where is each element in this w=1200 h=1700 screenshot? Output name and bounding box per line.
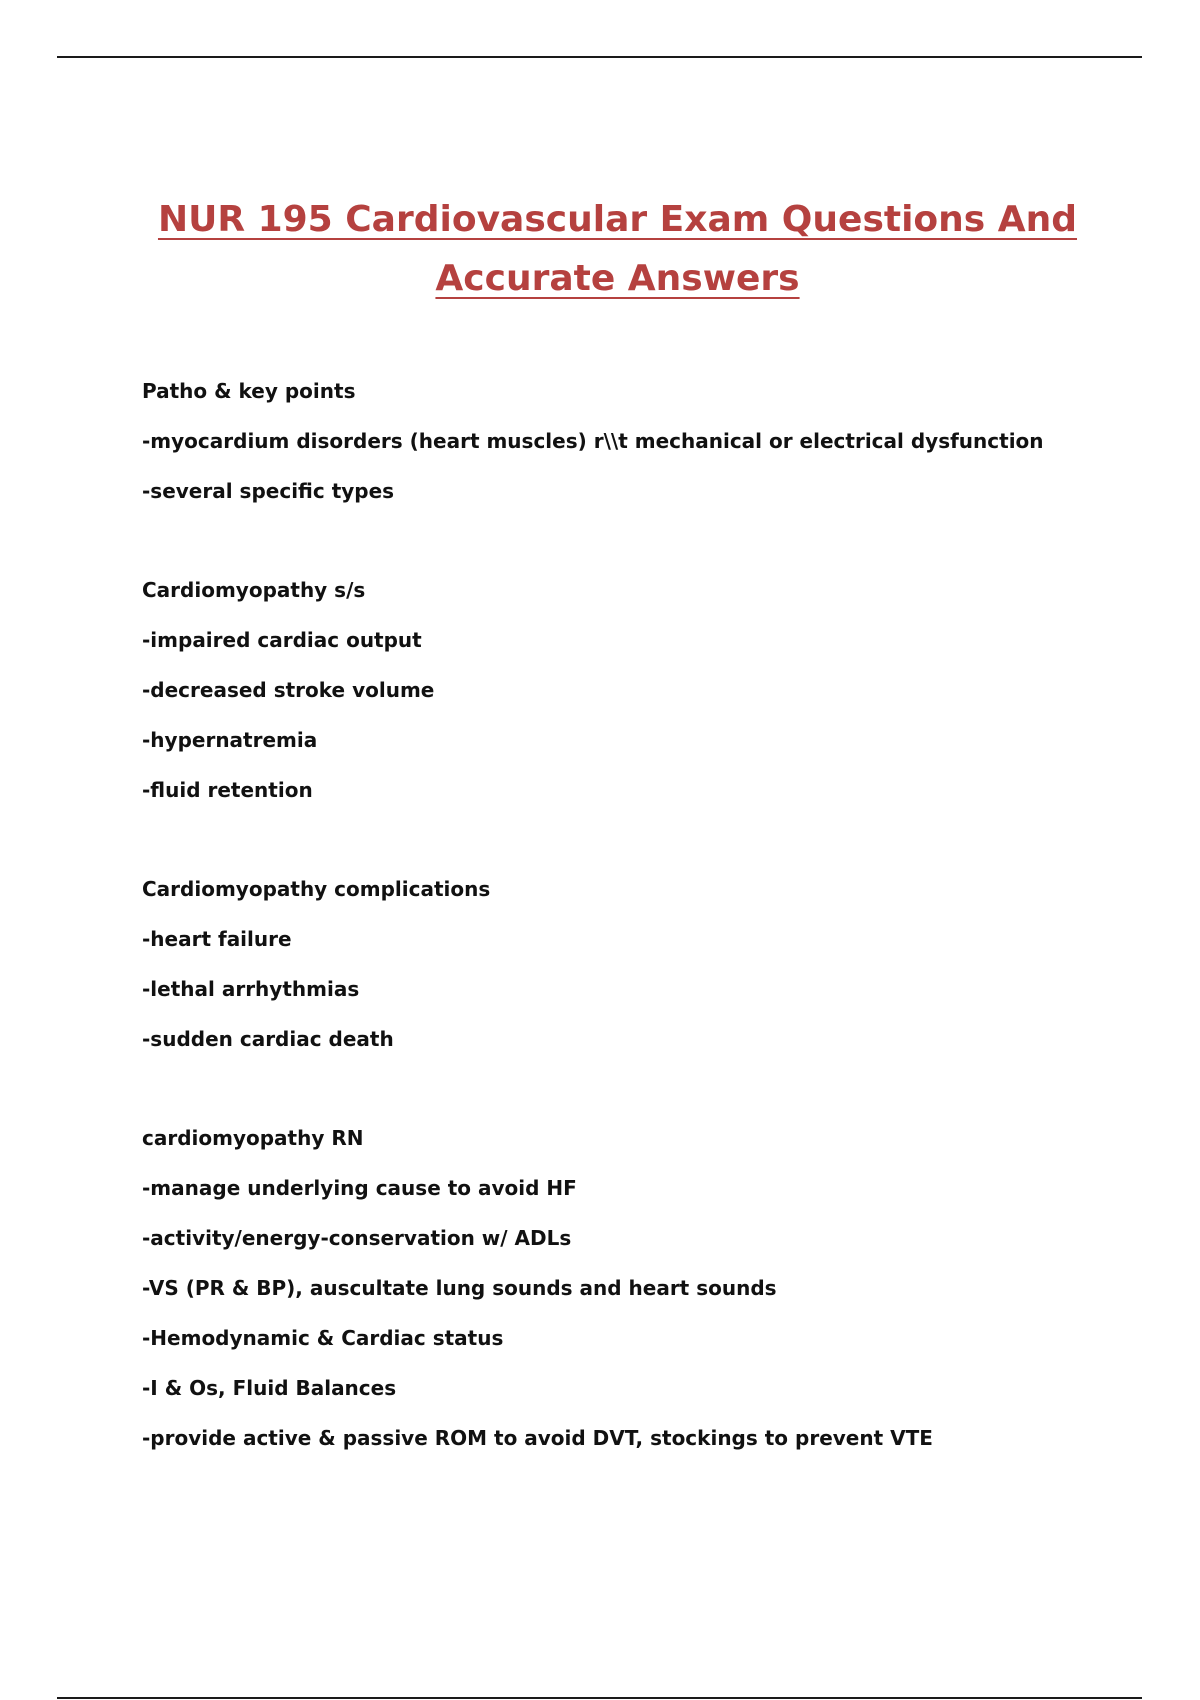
list-item: -VS (PR & BP), auscultate lung sounds and heart sounds: [142, 1276, 777, 1300]
section-complications: [142, 864, 1142, 1064]
list-item: -impaired cardiac output: [142, 628, 422, 652]
list-item: -manage underlying cause to avoid HF: [142, 1176, 577, 1200]
page-bottom-rule: [57, 1697, 1142, 1699]
list-item: -Hemodynamic & Cardiac status: [142, 1326, 504, 1350]
list-item: -several specific types: [142, 479, 395, 503]
list-item: -sudden cardiac death: [142, 1027, 394, 1051]
document-title-line-2: Accurate Answers: [435, 258, 800, 299]
list-item: -fluid retention: [142, 778, 313, 802]
list-item: -activity/energy-conservation w/ ADLs: [142, 1226, 572, 1250]
list-item: -hypernatremia: [142, 728, 318, 752]
section-signs-symptoms: [142, 565, 1142, 815]
section-heading: Cardiomyopathy complications: [142, 877, 491, 901]
document-body: [142, 366, 1142, 1512]
document-title: [0, 190, 1200, 308]
section-heading: Patho & key points: [142, 379, 356, 403]
section-heading: cardiomyopathy RN: [142, 1126, 364, 1150]
list-item: -heart failure: [142, 927, 292, 951]
page-top-rule: [57, 56, 1142, 58]
list-item: -provide active & passive ROM to avoid DVT, stockings to prevent VTE: [142, 1426, 933, 1450]
section-patho: [142, 366, 1142, 516]
list-item: -myocardium disorders (heart muscles) r\\t mechanical or electrical dysfunction: [142, 429, 1044, 453]
list-item: -decreased stroke volume: [142, 678, 435, 702]
list-item: -lethal arrhythmias: [142, 977, 360, 1001]
list-item: -I & Os, Fluid Balances: [142, 1376, 397, 1400]
section-heading: Cardiomyopathy s/s: [142, 578, 366, 602]
document-title-line-1: NUR 195 Cardiovascular Exam Questions And: [157, 199, 1078, 240]
section-rn-interventions: [142, 1113, 1142, 1463]
